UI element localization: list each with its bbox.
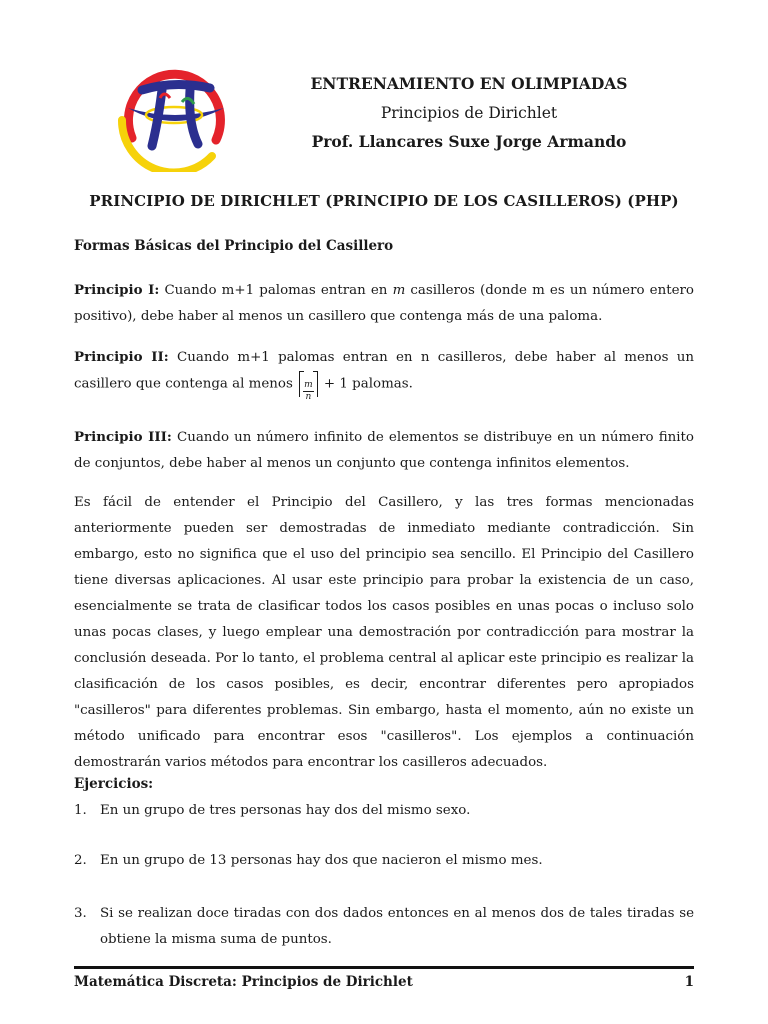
exercise-text: En un grupo de 13 personas hay dos que nacieron el mismo mes. (100, 853, 543, 868)
exercise-number: 3. (74, 906, 87, 921)
main-title: PRINCIPIO DE DIRICHLET (PRINCIPIO DE LOS CASILLEROS) (PHP) (89, 192, 679, 210)
principle-1-text-b: casilleros (donde m es un número entero positivo), debe haber al menos un casillero que contenga más de una paloma. (74, 283, 694, 324)
footer-title: Matemática Discreta: Principios de Dirichlet (74, 974, 413, 990)
exercise-item (74, 798, 694, 824)
exercise-number: 2. (74, 853, 87, 868)
principle-1-label: Principio I: (74, 282, 160, 298)
principle-1 (74, 277, 694, 330)
section-title: Formas Básicas del Principio del Casillero (74, 238, 394, 254)
document-header (250, 72, 688, 154)
ceiling-fraction (299, 371, 318, 402)
exercises-title: Ejercicios: (74, 776, 154, 792)
page-number: 1 (684, 974, 694, 990)
principle-3 (74, 424, 694, 477)
footer-divider (74, 966, 694, 969)
principle-2 (74, 344, 694, 402)
exercise-text: En un grupo de tres personas hay dos del mismo sexo. (100, 803, 471, 818)
principle-2-label: Principio II: (74, 349, 169, 365)
principle-2-text-a: Cuando m+1 palomas entran en n casilleros, debe haber al menos un casillero que contenga al menos (74, 350, 694, 392)
body-paragraph: Es fácil de entender el Principio del Casillero, y las tres formas mencionadas anteriormente pueden ser demostradas de inmediato mediante contradicción. Sin embargo, esto no significa que el uso del principio sea sencillo. El Principio del Casillero tiene diversas aplicaciones. Al usar este principio para probar la existencia de un caso, esencialmente se trata de clasificar todos los casos posibles en unas pocas o incluso solo unas pocas clases, y luego emplear una demostración por contradicción para mostrar la conclusión deseada. Por lo tanto, el problema central al aplicar este principio es realizar la clasificación de los casos posibles, es decir, encontrar diferentes pero apropiados "casilleros" para diferentes problemas. Sin embargo, hasta el momento, aún no existe un método unificado para encontrar esos "casilleros". Los ejemplos a continuación demostrarán varios métodos para encontrar los casilleros adecuados. (74, 495, 694, 770)
exercise-text: Si se realizan doce tiradas con dos dados entonces en al menos dos de tales tiradas se obtiene la misma suma de puntos. (100, 906, 694, 947)
header-subtitle: Principios de Dirichlet (380, 104, 558, 122)
fraction-numerator: m (304, 380, 313, 390)
principle-3-label: Principio III: (74, 429, 172, 445)
principle-3-text: Cuando un número infinito de elementos se distribuye en un número finito de conjuntos, debe haber al menos un conjunto que contenga infinitos elementos. (74, 430, 694, 471)
pi-logo-icon (112, 60, 236, 172)
header-title: ENTRENAMIENTO EN OLIMPIADAS (310, 74, 628, 93)
exercise-number: 1. (74, 803, 87, 818)
fraction-denominator: n (305, 392, 312, 402)
principle-2-text-b: + 1 palomas. (319, 376, 413, 392)
exercise-item (74, 901, 694, 953)
exercise-item (74, 848, 694, 874)
principle-1-text-a: Cuando m+1 palomas entran en (159, 283, 393, 298)
header-author: Prof. Llancares Suxe Jorge Armando (311, 132, 627, 151)
principle-1-variable: m (392, 283, 406, 298)
